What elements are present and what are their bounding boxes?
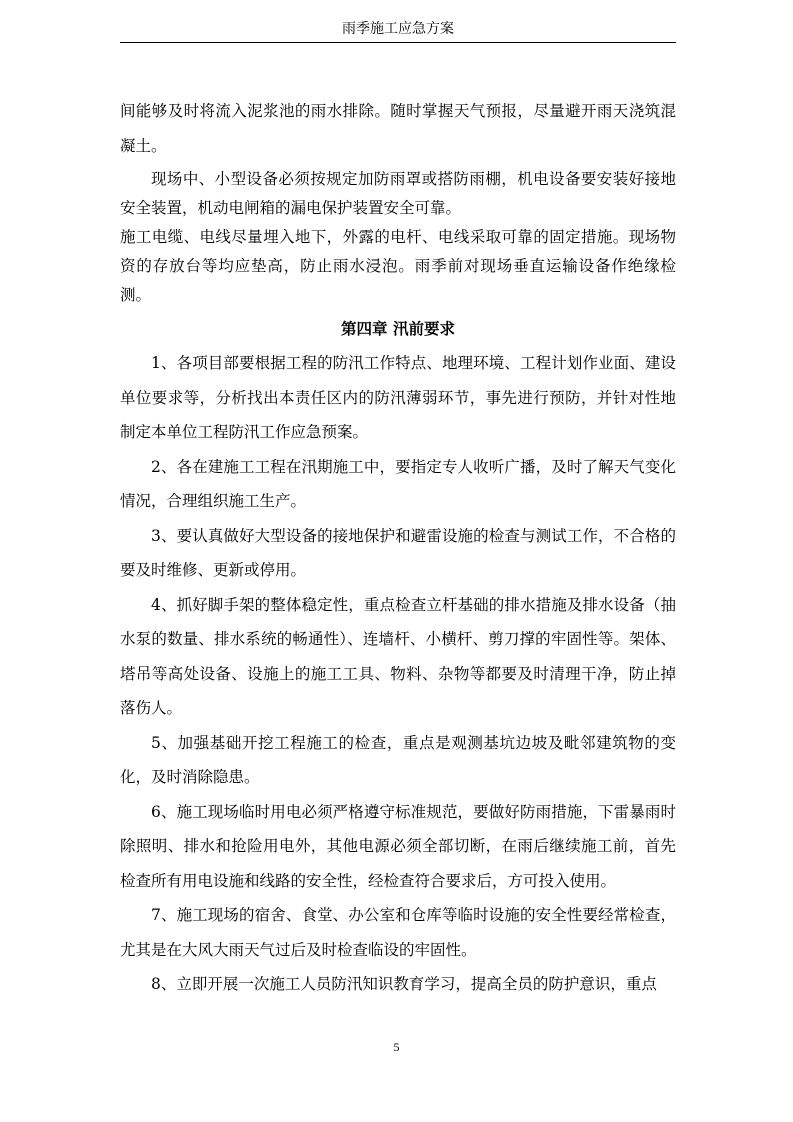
paragraph: 施工电缆、电线尽量埋入地下，外露的电杆、电线采取可靠的固定措施。现场物资的存放台等均应垫高，防止雨水浸泡。雨季前对现场垂直运输设备作绝缘检测。 xyxy=(120,228,676,304)
list-item: 4、抓好脚手架的整体稳定性，重点检查立杆基础的排水措施及排水设备（抽水泵的数量、排水系统的畅通性）、连墙杆、小横杆、剪刀撑的牢固性等。架体、塔吊等高处设备、设施上的施工工具、物料、杂物等都要及时清理干净，防止掉落伤人。 xyxy=(120,595,676,717)
paragraph: 现场中、小型设备必须按规定加防雨罩或搭防雨棚，机电设备要安装好接地安全装置，机动电闸箱的漏电保护装置安全可靠。 xyxy=(120,170,676,217)
list-item: 7、施工现场的宿舍、食堂、办公室和仓库等临时设施的安全性要经常检查，尤其是在大风大雨天气过后及时检查临设的牢固性。 xyxy=(120,906,676,959)
list-item: 6、施工现场临时用电必须严格遵守标准规范，要做好防雨措施，下雷暴雨时除照明、排水和抢险用电外，其他电源必须全部切断，在雨后继续施工前，首先检查所有用电设施和线路的安全性，经检查符合要求后，方可投入使用。 xyxy=(120,802,676,890)
document-body xyxy=(120,94,676,1002)
chapter-heading: 第四章 汛前要求 xyxy=(341,319,455,338)
list-item: 2、各在建施工工程在汛期施工中，要指定专人收听广播，及时了解天气变化情况，合理组织施工生产。 xyxy=(120,457,676,510)
page-number: 5 xyxy=(393,1040,400,1054)
page-header xyxy=(120,16,676,43)
list-item: 8、立即开展一次施工人员防汛知识教育学习，提高全员的防护意识，重点 xyxy=(151,975,657,993)
paragraph: 间能够及时将流入泥浆池的雨水排除。随时掌握天气预报，尽量避开雨天浇筑混凝土。 xyxy=(120,102,676,155)
list-item: 5、加强基础开挖工程施工的检查，重点是观测基坑边坡及毗邻建筑物的变化，及时消除隐患。 xyxy=(120,733,676,786)
list-item: 1、各项目部要根据工程的防汛工作特点、地理环境、工程计划作业面、建设单位要求等，分析找出本责任区内的防汛薄弱环节，事先进行预防，并针对性地制定本单位工程防汛工作应急预案。 xyxy=(120,354,676,441)
header-title: 雨季施工应急方案 xyxy=(342,21,454,37)
list-item: 3、要认真做好大型设备的接地保护和避雷设施的检查与测试工作，不合格的要及时维修、更新或停用。 xyxy=(120,526,676,579)
